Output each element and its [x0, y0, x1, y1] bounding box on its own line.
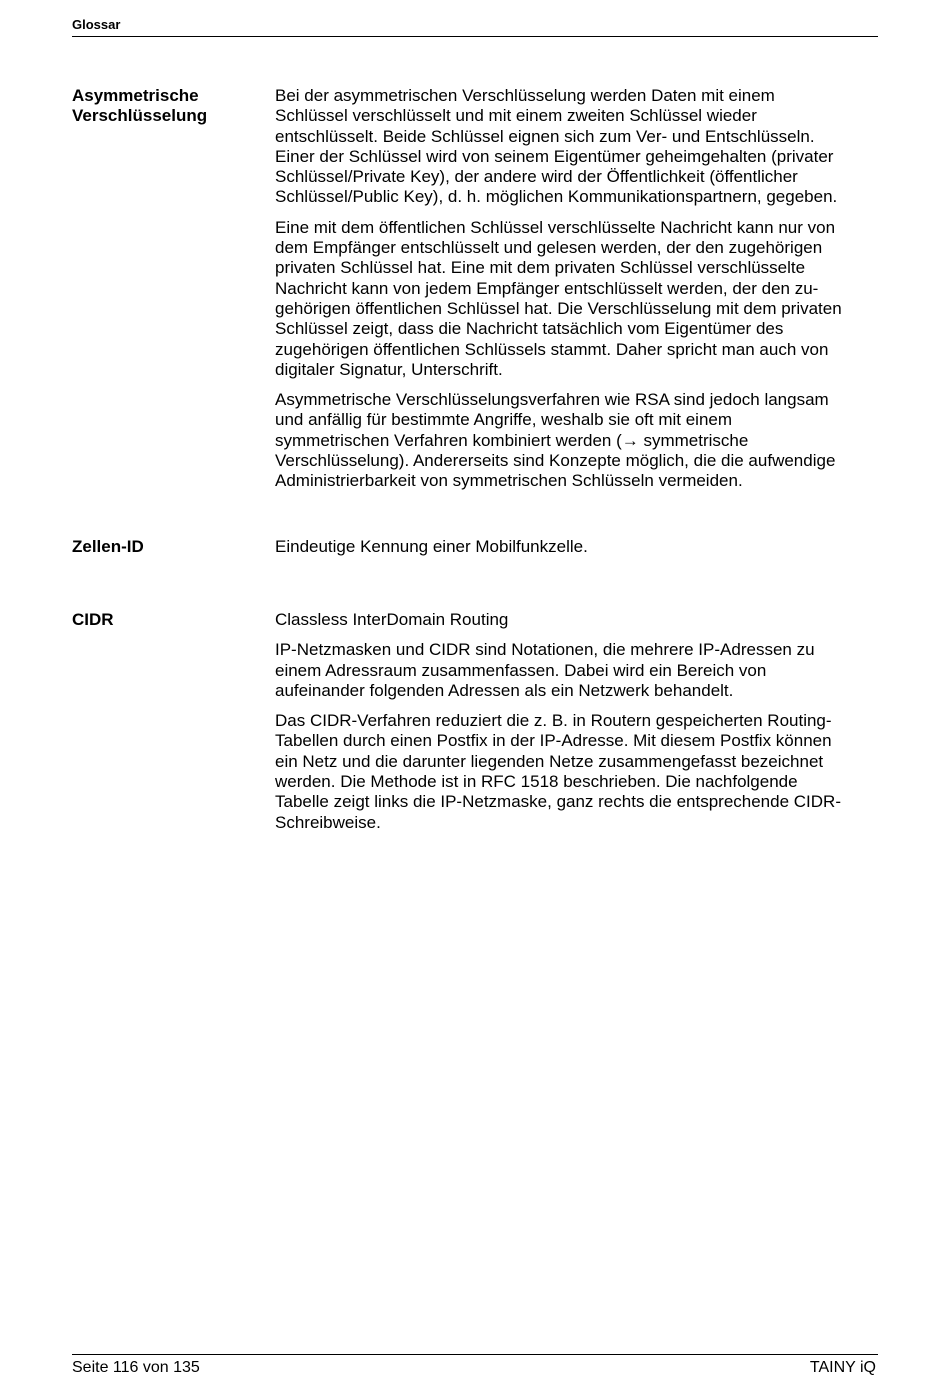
page-number: Seite 116 von 135 — [72, 1359, 200, 1376]
section-title: Glossar — [72, 17, 121, 32]
definition-paragraph: Classless InterDomain Routing — [275, 610, 509, 629]
definition-paragraph: Eindeutige Kennung einer Mobilfunkzelle. — [275, 537, 588, 556]
product-name: TAINY iQ — [809, 1359, 876, 1376]
definition-paragraph: Das CIDR-Verfahren reduziert die z. B. in Routern gespeicherten Routing- Tabellen durch einen Postfix in der IP-Adresse. Mit diesem Postfix können ein Netz und die darunter liegenden Netze zusammengefasst bezeichnet werden. Die Methode ist in RFC 1518 beschrieben. Die nachfolgende Tabelle zeigt links die IP-Netzmaske, ganz rechts die entsprechende CIDR- Schreibweise. — [275, 711, 841, 832]
definition-paragraph: IP-Netzmasken und CIDR sind Notationen, die mehrere IP-Adressen zu einem Adressraum zusammenfassen. Dabei wird ein Bereich von aufeinander folgenden Adressen als ein Netzwerk behandelt. — [275, 640, 815, 700]
definition-paragraph: Bei der asymmetrischen Verschlüsselung werden Daten mit einem Schlüssel verschlüsselt und mit einem zweiten Schlüssel wieder entschlüsselt. Beide Schlüssel eignen sich zum Ver- und Entschlüsseln. Einer der Schlüssel wird von seinem Eigentümer geheimgehalten (privater Schlüssel/Private Key), der andere wird der Öffentlichkeit (öffentlicher Schlüssel/Public Key), d. h. möglichen Kommunikationspartnern, gegeben. — [275, 86, 838, 207]
definition-paragraph: Asymmetrische Verschlüsselungsverfahren wie RSA sind jedoch langsam und anfällig für bestimmte Angriffe, weshalb sie oft mit einem symmetrischen Verfahren kombiniert werden (→ symmetrische Verschlüsselung). Andererseits sind Konzepte möglich, die die aufwendige Administrierbarkeit von symmetrischen Schlüsseln vermeiden. — [275, 390, 836, 491]
glossary-definition — [275, 537, 875, 567]
page-header — [72, 17, 878, 37]
glossary-term: Zellen-ID — [72, 537, 144, 556]
glossary-definition — [275, 86, 875, 502]
glossary-definition — [275, 610, 875, 843]
glossary-term: CIDR — [72, 610, 114, 629]
glossary-term: Asymmetrische Verschlüsselung — [72, 86, 208, 126]
page-footer — [72, 1354, 878, 1379]
definition-paragraph: Eine mit dem öffentlichen Schlüssel verschlüsselte Nachricht kann nur von dem Empfänger entschlüsselt und gelesen werden, der den zugehörigen privaten Schlüssel hat. Eine mit dem privaten Schlüssel verschlüsselte Nachricht kann von jedem Empfänger entschlüsselt werden, der den zu- gehörigen öffentlichen Schlüssel hat. Die Verschlüsselung mit dem privaten Schlüssel zeigt, dass die Nachricht tatsächlich vom Eigentümer des zugehörigen öffentlichen Schlüssels stammt. Daher spricht man auch von digitaler Signatur, Unterschrift. — [275, 217, 842, 379]
